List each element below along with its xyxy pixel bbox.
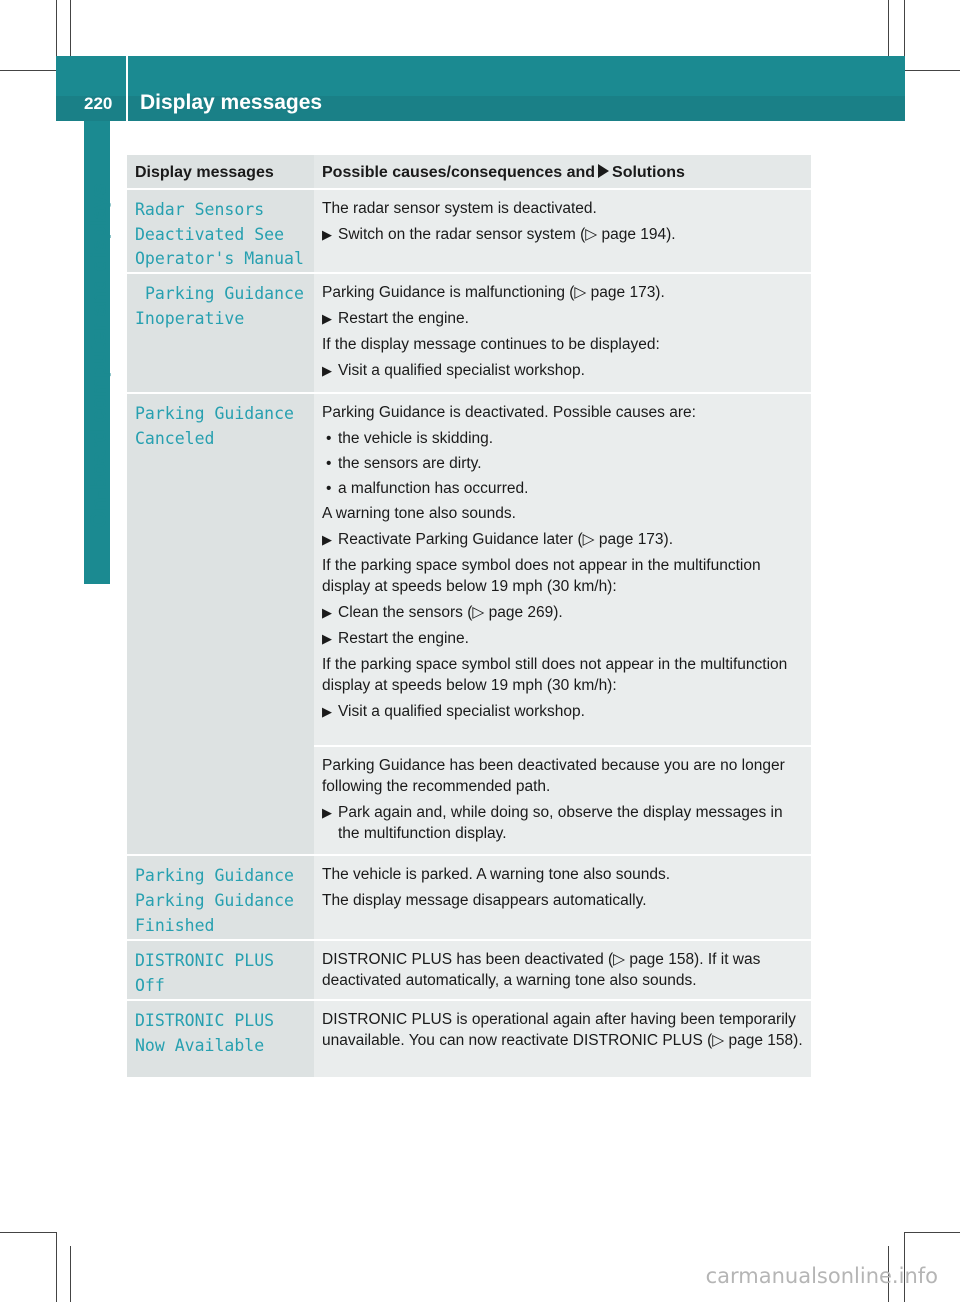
crop-mark [888, 0, 889, 56]
solution-block [322, 949, 805, 991]
paragraph: The radar sensor system is deactivated. [322, 200, 597, 217]
message-cell [127, 393, 314, 855]
paragraph: The vehicle is parked. A warning tone also sounds. [322, 866, 671, 883]
paragraph: The display message disappears automatically. [322, 892, 647, 909]
display-message-line: Off [135, 976, 165, 995]
display-message-line: Parking Guidance [135, 891, 294, 910]
display-message-line: Parking Guidance [135, 284, 304, 303]
display-message [135, 864, 308, 938]
display-message-line: Finished [135, 916, 215, 935]
instruction-step [322, 529, 805, 550]
solution-cell [314, 189, 811, 273]
display-messages-table [127, 155, 811, 1077]
message-cell [127, 1000, 314, 1077]
display-message [135, 198, 308, 271]
display-message [135, 402, 308, 451]
watermark: carmanualsonline.info [705, 1264, 938, 1288]
paragraph: If the parking space symbol does not appear in the multifunction display at speeds below 19 mph (30 km/h): [322, 557, 761, 595]
solution-block [322, 282, 805, 381]
display-message [135, 282, 308, 331]
step-arrow-icon: ▶ [322, 532, 332, 547]
display-message [135, 1009, 308, 1058]
message-cell [127, 273, 314, 393]
step-text: Switch on the radar sensor system (▷ page 194). [338, 226, 676, 243]
step-arrow-icon: ▶ [322, 704, 332, 719]
page-number: 220 [84, 94, 113, 113]
crop-mark [0, 70, 56, 71]
bullet-text: a malfunction has occurred. [338, 480, 529, 497]
table-row [127, 855, 811, 940]
column-header-messages-text: Display messages [135, 164, 274, 181]
step-text: Park again and, while doing so, observe the display messages in the multifunction display. [338, 804, 783, 842]
solution-block [314, 745, 811, 854]
solution-cell [314, 940, 811, 1000]
instruction-step [322, 224, 805, 245]
crop-mark [905, 70, 960, 71]
message-cell [127, 189, 314, 273]
bullet-icon: • [326, 455, 332, 472]
paragraph: Parking Guidance has been deactivated because you are no longer following the recommended path. [322, 757, 785, 795]
instruction-step [322, 308, 805, 329]
paragraph: DISTRONIC PLUS is operational again after having been temporarily unavailable. You can now reactivate DISTRONIC PLUS (▷ page 158). [322, 1011, 803, 1049]
crop-mark [70, 1246, 71, 1302]
display-message-line: Canceled [135, 429, 215, 448]
column-header-solutions [314, 155, 811, 189]
step-text: Visit a qualified specialist workshop. [338, 362, 585, 379]
bullet-text: the sensors are dirty. [338, 455, 482, 472]
column-header-messages [127, 155, 314, 189]
step-text: Restart the engine. [338, 630, 469, 647]
column-header-solutions-prefix: Possible causes/consequences and [322, 164, 596, 181]
table-row [127, 189, 811, 273]
bullet-icon: • [326, 480, 332, 497]
paragraph: If the display message continues to be displayed: [322, 336, 660, 353]
instruction-step [322, 602, 805, 623]
step-arrow-icon: ▶ [322, 631, 332, 646]
bullet-text: the vehicle is skidding. [338, 430, 494, 447]
table-row [127, 1000, 811, 1077]
solution-block [322, 1009, 805, 1051]
table-row [127, 393, 811, 855]
instruction-step [322, 701, 805, 722]
solution-cell [314, 855, 811, 940]
paragraph: Parking Guidance is deactivated. Possible causes are: [322, 404, 696, 421]
step-arrow-icon: ▶ [322, 605, 332, 620]
display-message-line: Parking Guidance [135, 404, 294, 423]
display-message [135, 949, 308, 998]
crop-mark [56, 1232, 57, 1302]
side-tab-label: On-board computer and displays [86, 183, 111, 528]
message-cell [127, 855, 314, 940]
paragraph: DISTRONIC PLUS has been deactivated (▷ page 158). If it was deactivated automatically, a warning tone also sounds. [322, 951, 761, 989]
instruction-step [322, 802, 805, 844]
table-body [127, 189, 811, 1077]
page-title: Display messages [140, 91, 323, 114]
solution-cell [314, 273, 811, 393]
message-cell [127, 940, 314, 1000]
paragraph: A warning tone also sounds. [322, 505, 516, 522]
display-message-line: Deactivated See Operator's Manual [135, 225, 304, 268]
solution-arrow-icon [598, 164, 609, 178]
table-row [127, 273, 811, 393]
solution-block [314, 394, 811, 745]
display-message-line: DISTRONIC PLUS [135, 951, 275, 970]
crop-mark [905, 1232, 960, 1233]
crop-mark [70, 0, 71, 56]
solution-block [322, 864, 805, 911]
instruction-step [322, 628, 805, 649]
step-text: Clean the sensors (▷ page 269). [338, 604, 563, 621]
crop-mark [0, 1232, 56, 1233]
display-message-line: Now Available [135, 1036, 265, 1055]
solution-cell [314, 1000, 811, 1077]
instruction-step [322, 360, 805, 381]
column-header-solutions-suffix: Solutions [612, 164, 685, 181]
step-text: Restart the engine. [338, 310, 469, 327]
step-arrow-icon: ▶ [322, 363, 332, 378]
bullet-icon: • [326, 430, 332, 447]
bullet-item [322, 428, 805, 449]
display-message-line: Inoperative [135, 309, 245, 328]
bullet-item [322, 453, 805, 474]
step-arrow-icon: ▶ [322, 311, 332, 326]
step-arrow-icon: ▶ [322, 805, 332, 820]
solution-block [322, 198, 805, 245]
display-message-line: DISTRONIC PLUS [135, 1011, 275, 1030]
solution-cell [314, 393, 811, 855]
paragraph: Parking Guidance is malfunctioning (▷ page 173). [322, 284, 665, 301]
step-arrow-icon: ▶ [322, 227, 332, 242]
table-row [127, 940, 811, 1000]
display-message-line: Parking Guidance [135, 866, 294, 885]
display-message-line: Radar Sensors [135, 200, 265, 219]
bullet-item [322, 478, 805, 499]
step-text: Reactivate Parking Guidance later (▷ page 173). [338, 531, 674, 548]
paragraph: If the parking space symbol still does not appear in the multifunction display at speeds below 19 mph (30 km/h): [322, 656, 788, 694]
header-divider [126, 56, 128, 121]
step-text: Visit a qualified specialist workshop. [338, 703, 585, 720]
